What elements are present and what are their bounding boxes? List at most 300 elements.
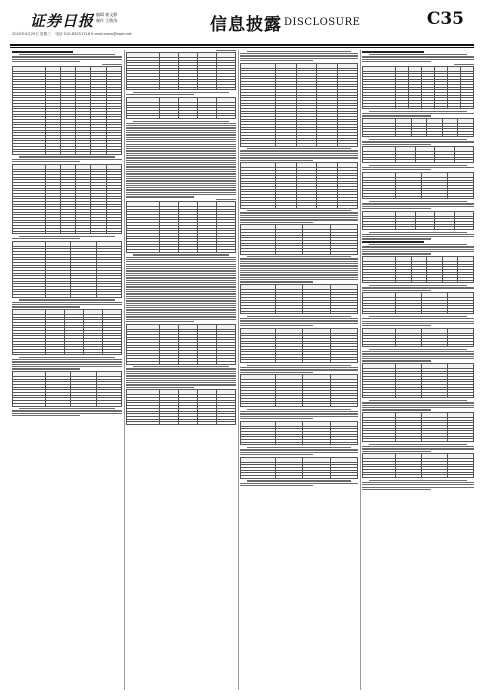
table-cell	[197, 87, 216, 90]
table-cell	[330, 251, 357, 254]
text-line	[126, 375, 236, 376]
table-cell	[330, 404, 357, 407]
table-row	[363, 227, 474, 230]
table-cell	[422, 475, 448, 478]
text-line	[126, 275, 236, 276]
table-row	[241, 360, 358, 363]
data-table	[240, 63, 358, 147]
text-line	[362, 323, 474, 324]
table-cell	[216, 116, 235, 119]
table-cell	[303, 251, 330, 254]
table-cell	[197, 250, 216, 253]
table-cell	[197, 361, 216, 364]
table-row	[241, 205, 358, 208]
table-cell	[330, 442, 357, 445]
text-line	[362, 409, 431, 410]
unit-mark	[216, 199, 236, 200]
text-line	[126, 169, 236, 170]
table-cell	[241, 251, 276, 254]
table-cell	[91, 152, 106, 155]
text-line	[362, 238, 431, 239]
text-line	[362, 321, 474, 322]
text-line	[369, 232, 468, 233]
text-line	[19, 299, 116, 300]
data-table	[126, 52, 236, 90]
text-line	[126, 312, 236, 313]
text-line	[362, 236, 474, 237]
text-line	[12, 302, 122, 303]
table-cell	[396, 160, 415, 163]
text-line	[12, 361, 122, 362]
table-cell	[363, 311, 396, 314]
text-line	[240, 367, 358, 368]
text-line	[133, 92, 230, 93]
table-cell	[276, 143, 296, 146]
table-row	[127, 87, 236, 90]
text-line	[126, 160, 236, 161]
text-line	[362, 446, 474, 447]
table-cell	[91, 231, 106, 234]
text-line	[126, 171, 236, 172]
data-table	[362, 453, 474, 478]
table-cell	[422, 344, 448, 347]
text-line	[126, 270, 236, 271]
text-line	[362, 358, 474, 359]
text-line	[362, 249, 474, 250]
text-line	[362, 402, 474, 403]
text-line	[126, 380, 236, 381]
text-line	[126, 305, 236, 306]
table-row	[241, 475, 358, 478]
table-cell	[396, 475, 422, 478]
table-cell	[363, 160, 396, 163]
masthead-rule	[10, 44, 474, 46]
text-line	[369, 165, 468, 166]
text-line	[362, 61, 431, 62]
table-cell	[241, 442, 276, 445]
text-block	[362, 480, 474, 490]
producer-line: 制作 王敬涛	[96, 18, 118, 23]
table-row	[363, 280, 474, 283]
text-line	[240, 217, 358, 218]
data-table	[126, 97, 236, 119]
table-cell	[296, 205, 316, 208]
table-cell	[76, 231, 91, 234]
text-line	[362, 56, 474, 57]
text-line	[240, 416, 358, 417]
column-1	[12, 50, 122, 690]
table-cell	[178, 361, 197, 364]
text-line	[126, 137, 236, 138]
text-line	[240, 281, 313, 282]
text-line	[126, 166, 236, 167]
data-table	[362, 146, 474, 163]
text-line	[247, 480, 351, 481]
table-cell	[448, 395, 474, 398]
section-heading-mark	[362, 51, 424, 53]
text-line	[126, 261, 236, 262]
text-block	[362, 244, 474, 254]
table-cell	[159, 87, 178, 90]
table-cell	[454, 227, 473, 230]
table-cell	[363, 475, 396, 478]
data-table	[12, 66, 122, 155]
table-cell	[396, 311, 422, 314]
text-line	[247, 51, 351, 52]
text-line	[126, 373, 236, 374]
text-line	[126, 321, 194, 322]
text-line	[19, 236, 116, 237]
data-table	[362, 118, 474, 137]
text-line	[126, 300, 236, 301]
table-cell	[276, 442, 303, 445]
table-cell	[317, 143, 337, 146]
text-line	[19, 408, 116, 409]
table-cell	[159, 116, 178, 119]
text-line	[362, 487, 474, 488]
text-line	[126, 257, 236, 258]
text-line	[240, 411, 358, 412]
text-line	[240, 323, 358, 324]
text-line	[369, 444, 468, 445]
text-line	[362, 253, 431, 254]
text-block	[240, 316, 358, 326]
table-cell	[216, 87, 235, 90]
text-line	[240, 150, 358, 151]
text-line	[126, 130, 236, 131]
table-row	[13, 231, 122, 234]
section-subtitle: DISCLOSURE	[284, 17, 361, 28]
masthead	[10, 8, 476, 44]
data-table	[362, 412, 474, 442]
table-row	[241, 143, 358, 146]
data-table	[240, 328, 358, 364]
text-block	[240, 256, 358, 283]
table-cell	[396, 344, 422, 347]
table-cell	[159, 250, 178, 253]
data-table	[126, 389, 236, 425]
table-cell	[330, 360, 357, 363]
text-line	[126, 293, 236, 294]
text-line	[240, 270, 358, 271]
text-line	[126, 180, 236, 181]
text-block	[126, 254, 236, 322]
text-line	[12, 59, 122, 60]
text-line	[126, 155, 236, 156]
table-cell	[363, 134, 396, 137]
text-line	[126, 185, 236, 186]
table-cell	[241, 475, 276, 478]
table-row	[241, 442, 358, 445]
data-table	[126, 324, 236, 365]
text-line	[126, 164, 236, 165]
table-cell	[127, 87, 160, 90]
data-table	[362, 172, 474, 200]
table-cell	[330, 475, 357, 478]
table-cell	[363, 227, 396, 230]
text-line	[240, 279, 358, 280]
table-cell	[396, 280, 412, 283]
text-block	[126, 121, 236, 198]
unit-mark	[216, 50, 236, 51]
data-table	[12, 164, 122, 235]
table-cell	[71, 403, 96, 406]
text-block	[362, 349, 474, 362]
text-line	[126, 382, 236, 383]
table-cell	[13, 152, 46, 155]
section-heading-mark	[362, 241, 424, 243]
table-cell	[241, 360, 276, 363]
text-line	[240, 157, 358, 158]
text-line	[12, 306, 80, 307]
text-line	[240, 449, 358, 450]
text-line	[240, 222, 313, 223]
table-cell	[178, 250, 197, 253]
text-block	[362, 232, 474, 240]
table-cell	[435, 227, 454, 230]
text-line	[126, 127, 236, 128]
text-line	[12, 410, 122, 411]
text-line	[362, 251, 474, 252]
table-cell	[448, 311, 474, 314]
text-line	[362, 234, 474, 235]
text-line	[12, 366, 122, 367]
text-block	[362, 165, 474, 171]
data-table	[240, 457, 358, 479]
table-cell	[411, 280, 427, 283]
text-line	[240, 58, 358, 59]
text-line	[369, 349, 468, 350]
text-block	[240, 148, 358, 161]
table-cell	[422, 311, 448, 314]
text-line	[240, 452, 358, 453]
text-line	[362, 144, 431, 145]
table-cell	[102, 352, 121, 355]
table-cell	[178, 422, 197, 425]
text-line	[12, 161, 80, 162]
text-line	[362, 113, 474, 114]
text-line	[240, 265, 358, 266]
table-cell	[45, 403, 70, 406]
text-line	[247, 409, 351, 410]
text-line	[126, 144, 236, 145]
text-line	[133, 121, 230, 122]
text-line	[19, 54, 116, 55]
text-line	[126, 289, 236, 290]
table-cell	[409, 106, 422, 109]
data-table	[362, 292, 474, 314]
text-line	[369, 111, 468, 112]
text-line	[369, 285, 468, 286]
text-line	[362, 287, 474, 288]
text-line	[240, 53, 358, 54]
table-cell	[127, 250, 160, 253]
text-line	[240, 418, 313, 419]
text-line	[126, 284, 236, 285]
table-cell	[96, 403, 121, 406]
section-heading-mark	[12, 51, 73, 53]
unit-mark	[102, 64, 122, 65]
text-line	[126, 132, 236, 133]
text-line	[12, 56, 122, 57]
text-line	[126, 141, 236, 142]
data-table	[362, 328, 474, 347]
data-table	[240, 162, 358, 208]
table-row	[241, 311, 358, 314]
table-cell	[76, 152, 91, 155]
text-line	[126, 266, 236, 267]
data-table	[126, 201, 236, 253]
editor-line: 编辑 崔文静	[96, 12, 118, 17]
text-line	[126, 259, 236, 260]
column-2	[126, 50, 236, 690]
table-row	[13, 352, 122, 355]
table-cell	[276, 360, 303, 363]
table-row	[363, 395, 474, 398]
table-cell	[303, 360, 330, 363]
text-line	[362, 169, 431, 170]
text-line	[126, 134, 236, 135]
table-cell	[422, 439, 448, 442]
column-divider	[360, 50, 361, 690]
text-line	[126, 264, 236, 265]
text-line	[126, 173, 236, 174]
issue-date: 2020年4月29日 星期三	[12, 32, 51, 36]
text-line	[12, 415, 80, 416]
text-line	[12, 368, 80, 369]
table-row	[127, 116, 236, 119]
table-cell	[448, 344, 474, 347]
table-cell	[448, 475, 474, 478]
text-line	[369, 244, 468, 245]
text-line	[369, 316, 468, 317]
text-line	[240, 485, 313, 486]
table-cell	[363, 395, 396, 398]
table-cell	[159, 422, 178, 425]
text-block	[362, 139, 474, 145]
text-line	[126, 183, 236, 184]
table-row	[241, 404, 358, 407]
table-row	[241, 251, 358, 254]
text-line	[133, 254, 230, 255]
table-cell	[396, 439, 422, 442]
text-line	[133, 366, 230, 367]
table-cell	[422, 106, 435, 109]
table-cell	[276, 311, 303, 314]
text-line	[126, 123, 236, 124]
text-block	[240, 365, 358, 373]
text-line	[240, 325, 313, 326]
table-cell	[363, 439, 396, 442]
table-cell	[13, 403, 46, 406]
table-cell	[45, 152, 60, 155]
text-line	[126, 194, 236, 195]
table-cell	[13, 295, 46, 298]
table-row	[363, 439, 474, 442]
table-cell	[127, 116, 160, 119]
text-line	[126, 94, 194, 95]
table-cell	[337, 143, 358, 146]
table-cell	[396, 106, 409, 109]
table-row	[363, 160, 474, 163]
text-line	[126, 316, 236, 317]
data-table	[362, 363, 474, 399]
table-cell	[216, 250, 235, 253]
text-line	[126, 139, 236, 140]
text-line	[126, 125, 236, 126]
text-block	[240, 447, 358, 455]
text-line	[362, 482, 474, 483]
text-line	[247, 256, 351, 257]
table-cell	[411, 134, 427, 137]
table-cell	[159, 361, 178, 364]
text-line	[362, 351, 474, 352]
column-4	[362, 50, 474, 690]
text-line	[126, 303, 236, 304]
text-line	[362, 325, 431, 326]
table-cell	[13, 231, 46, 234]
text-line	[126, 157, 236, 158]
table-cell	[178, 87, 197, 90]
text-block	[12, 156, 122, 162]
table-cell	[13, 352, 46, 355]
data-table	[240, 421, 358, 446]
data-table	[362, 66, 474, 110]
text-line	[126, 387, 194, 388]
text-line	[126, 187, 236, 188]
table-cell	[303, 442, 330, 445]
table-cell	[415, 160, 434, 163]
table-cell	[460, 106, 473, 109]
text-line	[362, 206, 474, 207]
table-row	[127, 361, 236, 364]
table-row	[363, 311, 474, 314]
table-cell	[396, 227, 415, 230]
text-line	[240, 55, 358, 56]
text-line	[126, 291, 236, 292]
text-block	[362, 54, 474, 62]
text-block	[240, 409, 358, 419]
text-block	[362, 444, 474, 452]
text-line	[362, 208, 431, 209]
text-block	[362, 285, 474, 291]
text-line	[126, 368, 236, 369]
text-line	[369, 400, 468, 401]
table-row	[363, 106, 474, 109]
text-line	[362, 141, 474, 142]
table-cell	[45, 295, 70, 298]
text-block	[126, 366, 236, 388]
text-line	[362, 353, 474, 354]
text-line	[369, 480, 468, 481]
table-row	[363, 196, 474, 199]
text-line	[126, 162, 236, 163]
column-3	[240, 50, 358, 690]
unit-mark	[454, 64, 474, 65]
table-cell	[363, 280, 396, 283]
data-table	[240, 284, 358, 314]
text-line	[247, 148, 351, 149]
text-line	[240, 320, 358, 321]
table-cell	[427, 280, 443, 283]
table-cell	[448, 439, 474, 442]
table-row	[127, 422, 236, 425]
table-cell	[442, 134, 458, 137]
table-cell	[448, 196, 474, 199]
table-cell	[60, 152, 75, 155]
text-line	[12, 159, 122, 160]
text-line	[362, 451, 431, 452]
